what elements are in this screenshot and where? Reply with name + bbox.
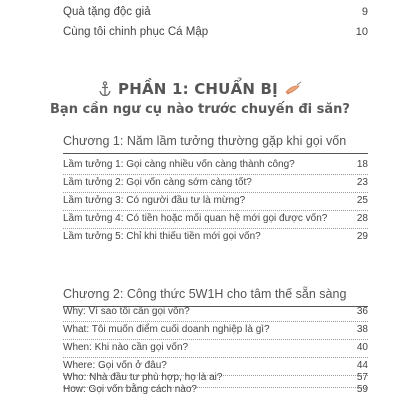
- part-title-row: [98, 80, 302, 98]
- toc-entry-page: 10: [355, 26, 368, 38]
- toc-entry-page: 44: [356, 360, 368, 371]
- chapter-rule: [63, 153, 368, 154]
- toc-entry-page: 36: [356, 306, 368, 317]
- toc-entry-label: Lầm tưởng 2: Gọi vốn càng sớm càng tốt?: [63, 177, 252, 188]
- entry-divider: [63, 357, 368, 358]
- entry-divider: [63, 321, 368, 322]
- toc-entry-label: Lầm tưởng 1: Gọi càng nhiều vốn càng thành công?: [63, 159, 295, 170]
- entry-divider: [63, 228, 368, 229]
- toc-entry-label: How: Gọi vốn bằng cách nào?: [63, 384, 197, 395]
- toc-entry-page: 57: [356, 372, 368, 383]
- toc-entry-page: 38: [356, 324, 368, 335]
- toc-entry-label: When: Khi nào cần gọi vốn?: [63, 342, 189, 353]
- toc-entry-label: Quà tặng độc giả: [63, 6, 151, 18]
- entry-divider: [63, 192, 368, 193]
- toc-entry-page: 28: [356, 213, 368, 224]
- toc-entry-page: 59: [356, 384, 368, 395]
- toc-entry: [0, 231, 400, 249]
- entry-divider: [63, 210, 368, 211]
- toc-entry-page: 23: [356, 177, 368, 188]
- entry-divider: [63, 174, 368, 175]
- toc-entry-label: What: Tôi muốn điểm cuối doanh nghiệp là gì?: [63, 324, 270, 335]
- toc-entry: [0, 384, 400, 400]
- entry-divider: [63, 339, 368, 340]
- toc-entry-label: Why: Vì sao tôi cần gọi vốn?: [63, 306, 190, 317]
- toc-entry-page: 25: [356, 195, 368, 206]
- part-subtitle: Bạn cần ngư cụ nào trước chuyến đi săn?: [50, 102, 350, 117]
- toc-entry-label: Who: Nhà đầu tư phù hợp, họ là ai?: [63, 372, 223, 383]
- toc-entry: [0, 26, 400, 44]
- chapter-title: Chương 1: Năm lầm tưởng thường gặp khi gọi vốn: [63, 134, 347, 148]
- toc-entry-label: Lầm tưởng 4: Có tiền hoặc mối quan hệ mới gọi được vốn?: [63, 213, 328, 224]
- toc-entry-label: Cùng tôi chinh phục Cá Mập: [63, 26, 209, 38]
- fishing-lure-icon: [284, 81, 302, 97]
- toc-entry-label: Lầm tưởng 3: Có người đầu tư là mừng?: [63, 195, 246, 206]
- toc-entry-page: 29: [356, 231, 368, 242]
- toc-entry-page: 18: [356, 159, 368, 170]
- toc-entry-page: 40: [356, 342, 368, 353]
- chapter-title: Chương 2: Công thức 5W1H cho tâm thế sẵn sàng: [63, 287, 347, 301]
- toc-entry: [0, 6, 400, 24]
- toc-entry-page: 9: [361, 6, 368, 18]
- toc-entry-label: Where: Gọi vốn ở đâu?: [63, 360, 167, 371]
- anchor-icon: [98, 81, 112, 97]
- part-heading: [0, 80, 400, 102]
- toc-entry-label: Lầm tưởng 5: Chỉ khi thiếu tiền mới gọi vốn?: [63, 231, 261, 242]
- part-title: PHẦN 1: CHUẨN BỊ: [118, 80, 278, 98]
